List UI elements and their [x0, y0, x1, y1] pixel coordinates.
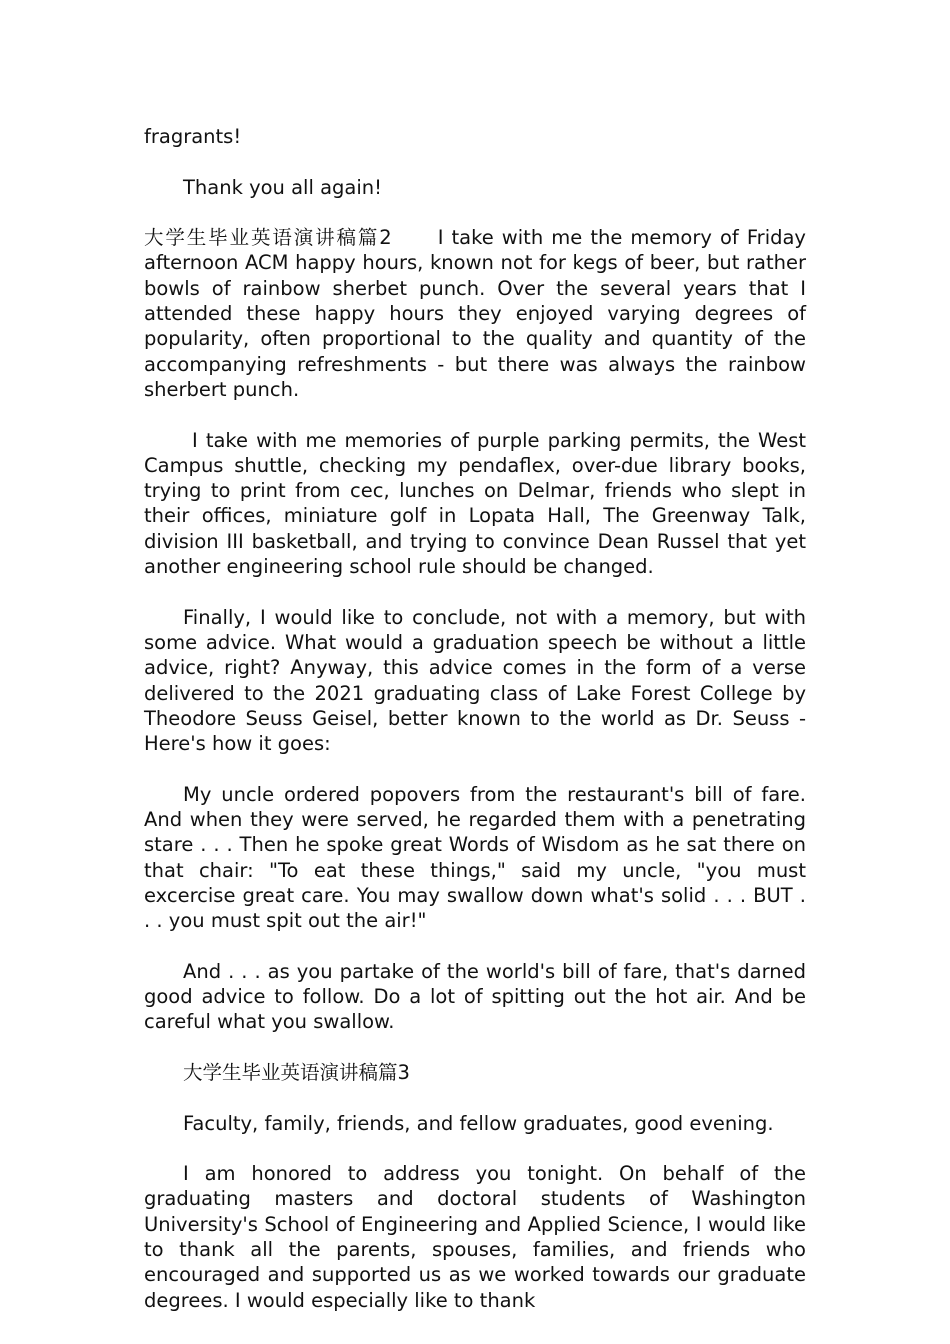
paragraph-advice-conclusion: And . . . as you partake of the world's bill of fare, that's darned good advice to follow. Do a lot of spitting out the hot air. And be careful what you swallow. [144, 959, 806, 1034]
paragraph-advice-intro: Finally, I would like to conclude, not with a memory, but with some advice. What would a graduation speech be without a little advice, right? Anyway, this advice comes in the form of a verse delivered to the 2021 graduating class of Lake Forest College by Theodore Seuss Geisel, better known to the world as Dr. Seuss - Here's how it goes: [144, 605, 806, 756]
paragraph-honored-address: I am honored to address you tonight. On behalf of the graduating masters and doctoral students of Washington University's School of Engineering and Applied Science, I would like to thank all the parents, spouses, families, and friends who encouraged and supported us as we worked towards our graduate degrees. I would especially like to thank [144, 1162, 806, 1312]
paragraph-closing-fragment: fragrants! [144, 125, 242, 148]
paragraph-memories-campus: I take with me memories of purple parking permits, the West Campus shuttle, checking my pendaflex, over-due library books, trying to print from cec, lunches on Delmar, friends who slept in their offices, miniature golf in Lopata Hall, The Greenway Talk, division III basketball, and trying to convince Dean Russel that yet another engineering school rule should be changed. [144, 428, 806, 579]
paragraph-greeting: Faculty, family, friends, and fellow graduates, good evening. [183, 1111, 774, 1135]
paragraph-thanks: Thank you all again! [183, 175, 382, 199]
paragraph-memory-punch [144, 225, 806, 402]
section-heading-2: 大学生毕业英语演讲稿篇2 [144, 226, 392, 250]
paragraph-memory-punch-text: I take with me the memory of Friday afternoon ACM happy hours, known not for kegs of beer, but rather bowls of rainbow sherbet punch. Over the several years that I attended these happy hours they enjoyed varying degrees of popularity, often proportional to the quality and quantity of the accompanying refreshments - but there was always the rainbow sherbert punch. [144, 226, 806, 401]
section-heading-3: 大学生毕业英语演讲稿篇3 [183, 1060, 410, 1084]
document-page [144, 124, 806, 1313]
paragraph-seuss-verse: My uncle ordered popovers from the restaurant's bill of fare. And when they were served, he regarded them with a penetrating stare . . . Then he spoke great Words of Wisdom as he sat there on that chair: "To eat these things," said my uncle, "you must excercise great care. You may swallow down what's solid . . . BUT . . . you must spit out the air!" [144, 782, 806, 933]
